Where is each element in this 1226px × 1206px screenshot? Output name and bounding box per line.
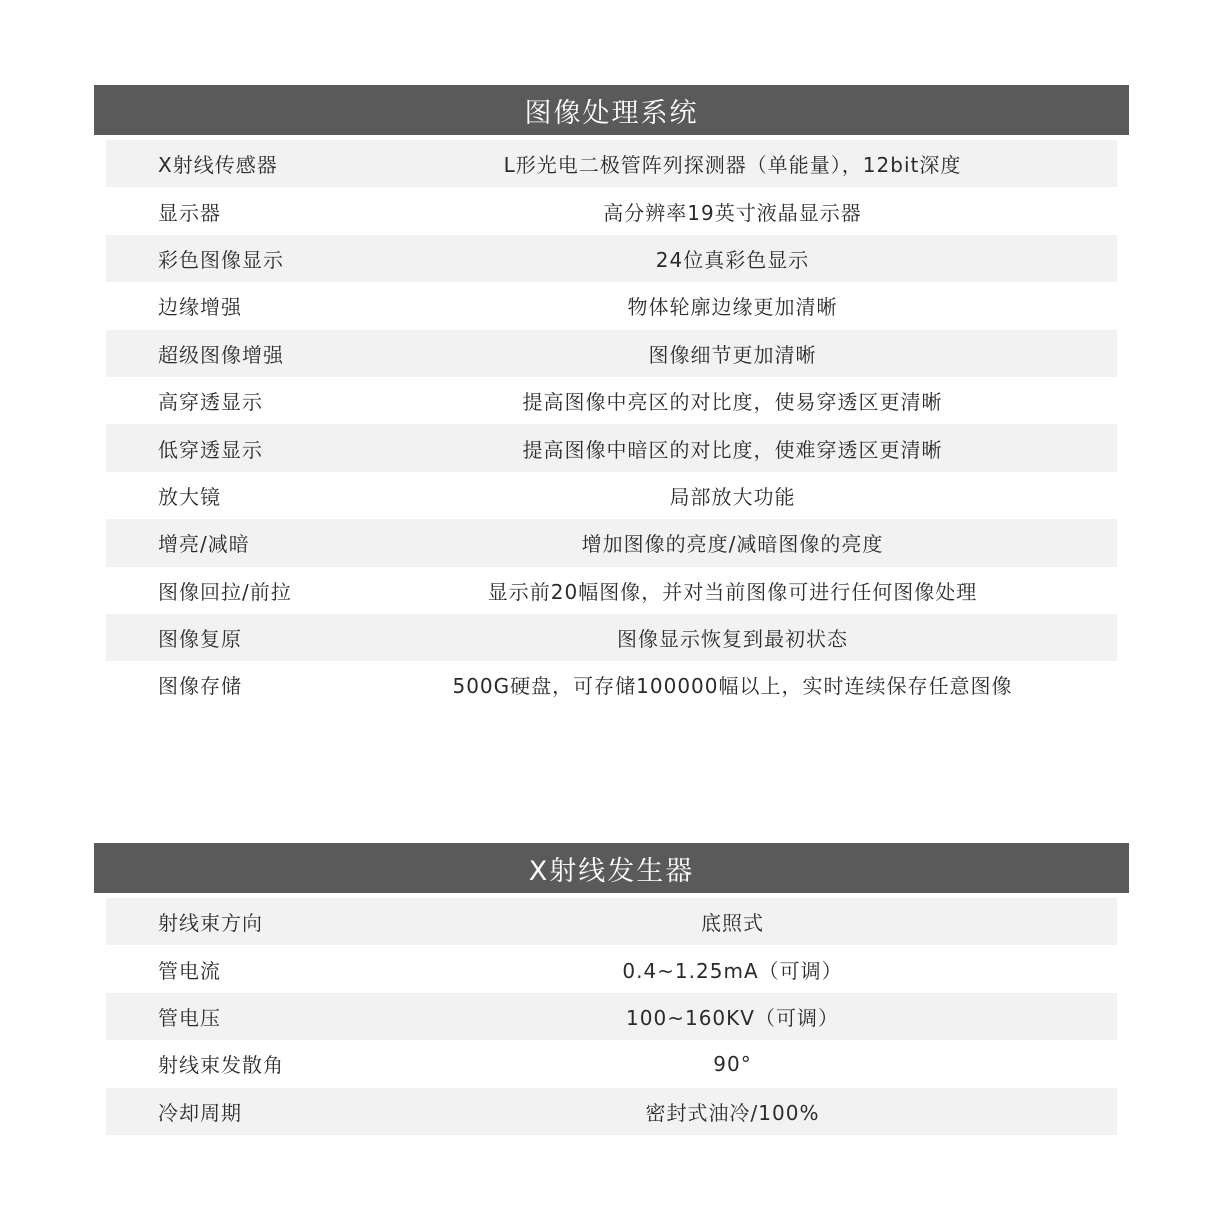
table-row: [106, 614, 1117, 661]
spec-label: 低穿透显示: [158, 437, 263, 462]
table-row: [106, 282, 1117, 329]
spec-value: L形光电二极管阵列探测器（单能量），12bit深度: [503, 153, 962, 178]
spec-value: 0.4~1.25mA（可调）: [622, 958, 843, 983]
xray-generator-section: [94, 843, 1129, 1135]
table-row: [106, 424, 1117, 471]
table-row: [106, 187, 1117, 234]
spec-value: 500G硬盘，可存储100000幅以上，实时连续保存任意图像: [452, 674, 1013, 699]
table-row: [106, 1088, 1117, 1135]
spec-value: 图像细节更加清晰: [648, 342, 817, 367]
table-row: [106, 140, 1117, 187]
spec-value: 24位真彩色显示: [655, 247, 810, 272]
table-row: [106, 898, 1117, 945]
table-row: [106, 330, 1117, 377]
spec-value: 90°: [713, 1051, 752, 1076]
image-processing-table: [106, 140, 1117, 709]
table-row: [106, 661, 1117, 708]
spec-label: 增亮/减暗: [158, 532, 250, 557]
table-row: [106, 993, 1117, 1040]
spec-value: 显示前20幅图像，并对当前图像可进行任何图像处理: [487, 579, 978, 604]
spec-label: 超级图像增强: [158, 342, 284, 367]
spec-label: 管电压: [158, 1005, 221, 1030]
xray-generator-table: [106, 898, 1117, 1135]
image-processing-header: 图像处理系统: [94, 85, 1129, 135]
spec-label: X射线传感器: [158, 153, 278, 178]
table-row: [106, 945, 1117, 992]
spec-label: 高穿透显示: [158, 390, 263, 415]
table-row: [106, 519, 1117, 566]
image-processing-section: [94, 85, 1129, 709]
spec-label: 管电流: [158, 958, 221, 983]
spec-label: 边缘增强: [158, 295, 242, 320]
table-row: [106, 377, 1117, 424]
spec-value: 提高图像中亮区的对比度，使易穿透区更清晰: [522, 390, 943, 415]
spec-label: 放大镜: [158, 484, 221, 509]
spec-label: 射线束发散角: [158, 1053, 284, 1078]
spec-value: 底照式: [701, 911, 764, 936]
spec-value: 图像显示恢复到最初状态: [617, 627, 848, 652]
table-row: [106, 567, 1117, 614]
spec-label: 图像复原: [158, 627, 242, 652]
xray-generator-header: X射线发生器: [94, 843, 1129, 893]
spec-label: 射线束方向: [158, 911, 263, 936]
spec-value: 密封式油冷/100%: [645, 1100, 820, 1125]
table-row: [106, 235, 1117, 282]
spec-value: 增加图像的亮度/减暗图像的亮度: [581, 532, 884, 557]
spec-label: 显示器: [158, 200, 221, 225]
spec-value: 局部放大功能: [669, 484, 796, 509]
table-row: [106, 472, 1117, 519]
spec-value: 100~160KV（可调）: [626, 1005, 839, 1030]
spec-value: 高分辨率19英寸液晶显示器: [603, 200, 862, 225]
spec-value: 物体轮廓边缘更加清晰: [627, 295, 838, 320]
spec-label: 图像回拉/前拉: [158, 579, 292, 604]
spec-label: 彩色图像显示: [158, 247, 284, 272]
spec-value: 提高图像中暗区的对比度，使难穿透区更清晰: [522, 437, 943, 462]
spec-label: 图像存储: [158, 674, 242, 699]
table-row: [106, 1040, 1117, 1087]
spec-label: 冷却周期: [158, 1100, 242, 1125]
